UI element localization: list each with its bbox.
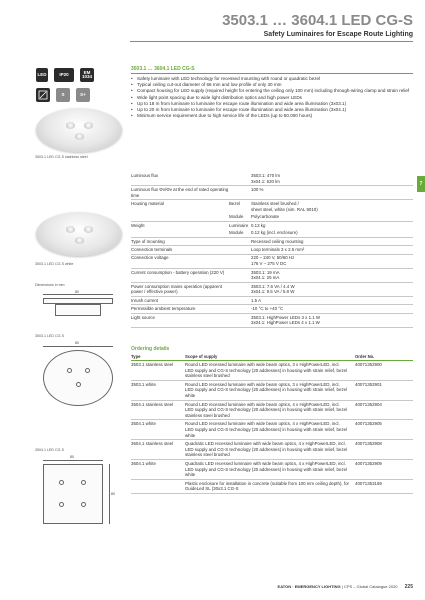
caption-stainless: 3503.1 LED CG-S stainless steel xyxy=(35,155,88,159)
feature-item: • Up to 20 m from luminaire to luminaire for escape route illumination and wide area illumination (3x04.1) xyxy=(131,107,413,113)
page-subtitle: Safety Luminaires for Escape Route Lighting xyxy=(263,31,413,38)
certification-badges xyxy=(36,68,124,108)
spec-row: Module 0.12 kg (incl. enclosure) xyxy=(131,229,413,237)
product-divider xyxy=(131,73,413,74)
em-badge-icon: EM 1034 xyxy=(80,68,94,82)
page-title: 3503.1 … 3604.1 LED CG-S xyxy=(222,12,413,29)
spec-row: Module Polycarbonate xyxy=(131,214,413,222)
spec-row: Permissible ambient temperature -10 °C to +40 °C xyxy=(131,305,413,313)
feature-item: • Typical ceiling cut-out diameter of 66 mm and low profile of only 30 mm xyxy=(131,82,413,88)
footer-catalogue: CPS – Global Catalogue 2020 xyxy=(343,584,398,589)
caption-white: 3503.1 LED CG-S white xyxy=(35,262,74,266)
table-row: 3604.1 white Quadratic LED recessed luminaire with wide beam optics, 4 x HighPowerLED, incl. LED supply and CG-S technology (20 addresses) in housing with strain relief, bezel white 40071352909 xyxy=(131,460,413,480)
luminaire-stainless-image xyxy=(36,108,122,152)
feature-item: • Minimum service requirement due to high service life of the LEDs (up to 50.000 hours) xyxy=(131,113,413,119)
feature-list xyxy=(131,76,413,119)
table-row: 3503.1 stainless steel Round LED recessed luminaire with wide beam optics, 3 x HighPowerLED, incl. LED supply and CG-S technology (20 addresses) in housing with strain relief, bezel stainless steel brushed 40071352900 xyxy=(131,361,413,381)
header-divider xyxy=(130,41,413,42)
page-footer xyxy=(278,584,413,590)
col-scope: Scope of supply xyxy=(185,354,218,359)
spec-row: Connection voltage 220 – 240 V, 50/60 Hz 176 V – 275 V DC xyxy=(131,255,413,269)
col-order: Order No. xyxy=(355,354,375,359)
spec-row: Luminous flux 3503.1: 470 lm 3x04.1: 620 lm xyxy=(131,172,413,186)
table-row: Plastic enclosure for installation in concrete (suitable from 100 mm ceiling depth), for GuideLed SL (30x3.1 CG-S 40071353169 xyxy=(131,480,413,494)
spec-row: Current consumption - battery operation (220 V) 3503.1: 19 mA 3x04.1: 25 mA xyxy=(131,269,413,283)
specification-table xyxy=(131,172,413,328)
spec-row: Type of mounting Recessed ceiling mounting xyxy=(131,238,413,246)
col-type: Type xyxy=(131,354,141,359)
spec-row: Power consumption mains operation (apparent power / effective power) 3503.1: 7.6 VA / 4.4 W 3x04.1: 9.5 VA / 5.8 W xyxy=(131,283,413,297)
s-badge-icon: S xyxy=(56,88,70,102)
mounting-symbol-icon xyxy=(36,88,50,102)
spec-row: Light source 3503.1: HighPower LEDs 3 x 1.1 W 3x04.1: HighPower LEDs 4 x 1.1 W xyxy=(131,314,413,328)
page-number: 225 xyxy=(404,584,413,590)
footer-brand: EATON · EMERGENCY LIGHTING xyxy=(277,584,341,589)
dimensions-caption: Dimensions in mm xyxy=(35,283,65,287)
spec-row: Housing material Bezel Stainless steel brushed / sheet steel, white (sim. RAL 9010) xyxy=(131,201,318,212)
ordering-details xyxy=(131,346,413,494)
feature-item: • Safety luminaire with LED technology for recessed mounting with round or quadratic bezel xyxy=(131,76,413,82)
dimension-drawing-3503: 80 xyxy=(35,340,125,410)
s-plus-badge-icon: S+ xyxy=(76,88,90,102)
luminaire-white-image xyxy=(36,212,122,256)
feature-item: • Up to 18 m from luminaire to luminaire for escape route illumination and wide area illumination (3x03.1) xyxy=(131,101,413,107)
dimension-drawing-side: 80 xyxy=(35,290,125,320)
caption-dim-3504: 3504.1 LED CG-S xyxy=(35,448,64,452)
spec-row: Weight Luminaire 0.13 kg xyxy=(131,222,266,228)
product-section-title: 3503.1 … 3604.1 LED CG-S xyxy=(131,66,195,72)
footer-separator: | xyxy=(341,584,344,589)
spec-row: Inrush current 1.5 A xyxy=(131,297,413,305)
table-row: 3504.1 white Round LED recessed luminaire with wide beam optics, 4 x HighPowerLED, incl. LED supply and CG-S technology (20 addresses) in housing with strain relief, bezel white 40071352905 xyxy=(131,420,413,440)
feature-item: • Compact housing for LED supply (required height for entering the ceiling only 100 mm) including through-wiring clamp and strain relief xyxy=(131,88,413,94)
spec-row: Luminous flux Φv/Φv at the end of rated operating time 100 % xyxy=(131,186,413,200)
table-row: 3604.1 stainless steel Quadratic LED recessed luminaire with wide beam optics, 4 x HighPowerLED, incl. LED supply and CG-S technology (20 addresses) in housing with strain relief, bezel stainless steel brushed 40071352908 xyxy=(131,440,413,460)
ip-rating-badge-icon: IP20 xyxy=(54,68,74,82)
table-row: 3504.1 stainless steel Round LED recessed luminaire with wide beam optics, 4 x HighPowerLED, incl. LED supply and CG-S technology (20 addresses) in housing with strain relief, bezel stainless steel brushed 40071352904 xyxy=(131,401,413,421)
dimension-drawing-3604: 80 80 xyxy=(35,454,125,532)
spec-row: Connection terminals Loop terminals 3 x 2.5 mm² xyxy=(131,246,413,254)
feature-item: • Wide light point spacing due to wide light distribution optics and high power LEDs xyxy=(131,95,413,101)
chapter-tab[interactable]: 7 xyxy=(417,176,425,192)
caption-dim-3503: 3503.1 LED CG-S xyxy=(35,334,64,338)
table-row: 3503.1 white Round LED recessed luminaire with wide beam optics, 3 x HighPowerLED, incl. LED supply and CG-S technology (20 addresses) in housing with strain relief, bezel white 40071352901 xyxy=(131,381,413,401)
ordering-title: Ordering details xyxy=(131,346,170,352)
ordering-header xyxy=(131,354,413,361)
led-badge-icon: LED xyxy=(36,68,48,82)
